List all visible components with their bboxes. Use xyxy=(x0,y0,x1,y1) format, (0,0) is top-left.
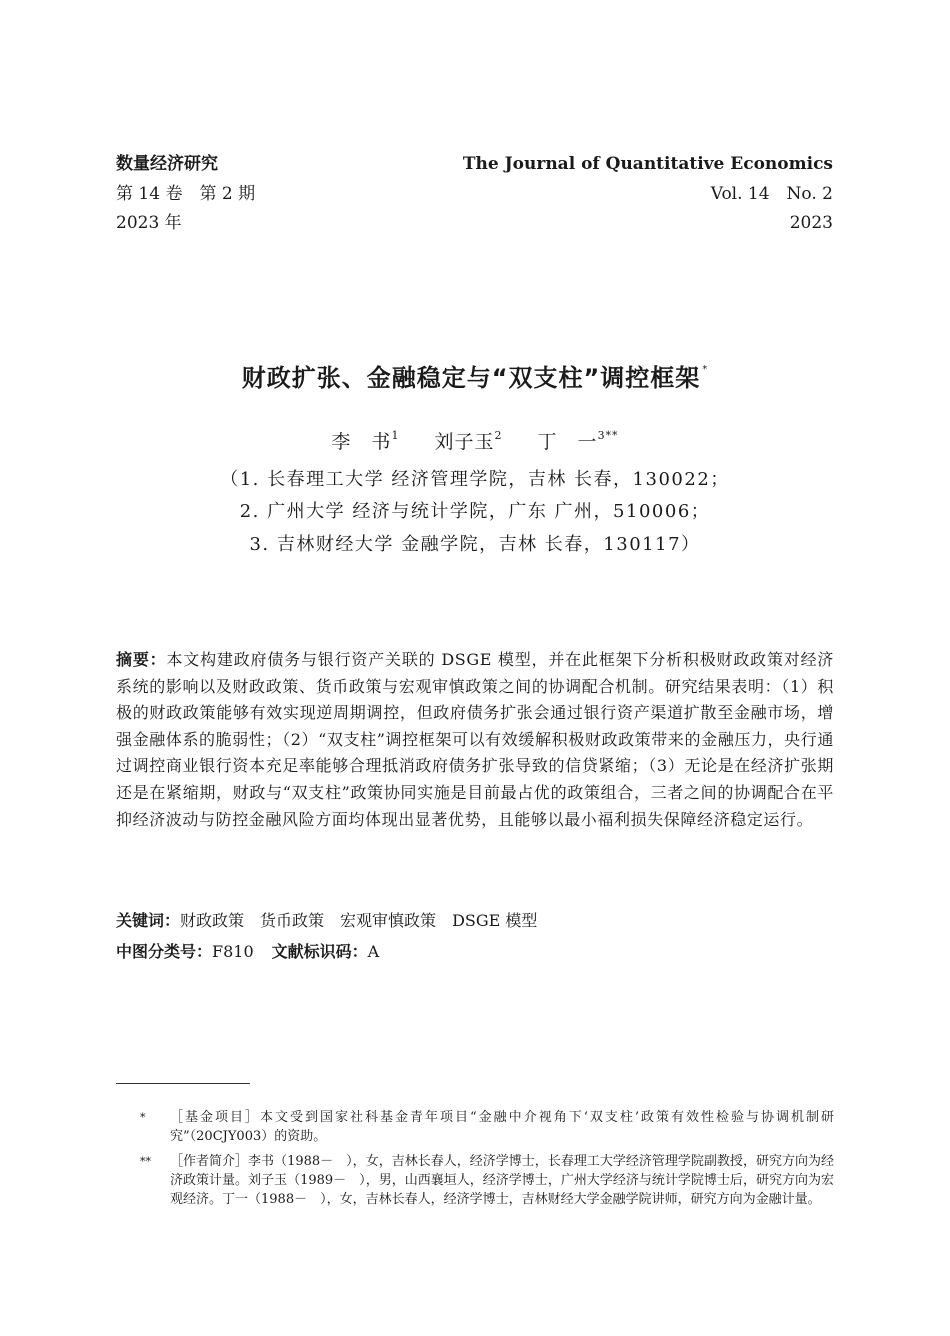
journal-name-en: The Journal of Quantitative Economics xyxy=(462,154,833,174)
year-en: 2023 xyxy=(789,213,833,233)
author-list xyxy=(0,423,950,455)
author-affiliation-mark: 2 xyxy=(494,429,503,442)
author-name: 刘子玉 xyxy=(434,431,495,453)
footnote-divider xyxy=(116,1083,250,1084)
title-footnote-mark: * xyxy=(702,364,709,375)
affiliation-line: （1. 长春理工大学 经济管理学院，吉林 长春，130022； xyxy=(220,469,730,490)
author-name: 丁 一 xyxy=(537,431,598,453)
year-cn: 2023 年 xyxy=(116,213,182,233)
abstract-label: 摘要： xyxy=(116,650,167,669)
issue-en: Vol. 14 No. 2 xyxy=(710,184,833,204)
author-affiliation-mark: 1 xyxy=(391,429,400,442)
paper-title xyxy=(0,352,950,396)
abstract-text: 本文构建政府债务与银行资产关联的 DSGE 模型，并在此框架下分析积极财政政策对经济系统的影响以及财政政策、货币政策与宏观审慎政策之间的协调配合机制。研究结果表明：（1）积极的财政政策能够有效实现逆周期调控，但政府债务扩张会通过银行资产渠道扩散至金融市场，增强金融体系的脆弱性；（2）“双支柱”调控框架可以有效缓解积极财政政策带来的金融压力，央行通过调控商业银行资本充足率能够合理抵消政府债务扩张导致的信贷紧缩；（3）无论是在经济扩张期还是在紧缩期，财政与“双支柱”政策协同实施是目前最占优的政策组合，三者之间的协调配合在平抑经济波动与防控金融风险方面均体现出显著优势，且能够以最小福利损失保障经济稳定运行。 xyxy=(116,650,834,829)
clc-label: 中图分类号： xyxy=(116,942,213,961)
classification xyxy=(116,939,379,965)
keywords-label: 关键词： xyxy=(116,911,181,930)
issue-cn: 第 14 卷 第 2 期 xyxy=(116,184,256,204)
abstract xyxy=(116,647,834,833)
paper-title-text: 财政扩张、金融稳定与“双支柱”调控框架 xyxy=(241,364,701,392)
author-name: 李 书 xyxy=(331,431,392,453)
footnote-funding xyxy=(140,1108,834,1146)
journal-name-cn: 数量经济研究 xyxy=(116,154,218,174)
footnote-mark: * xyxy=(140,1111,146,1124)
affiliation-line: 3. 吉林财经大学 金融学院，吉林 长春，130117） xyxy=(249,534,701,555)
author-affiliation-mark: 3** xyxy=(597,429,619,442)
doc-code-label: 文献标识码： xyxy=(271,942,368,961)
keyword: 财政政策 xyxy=(180,911,245,930)
author xyxy=(538,431,619,453)
doc-code-value: A xyxy=(367,942,380,961)
affiliation-line: 2. 广州大学 经济与统计学院，广东 广州，510006； xyxy=(239,501,711,522)
footnote-text: ［基金项目］本文受到国家社科基金青年项目“金融中介视角下‘双支柱’政策有效性检验与协调机制研究”（20CJY003）的资助。 xyxy=(170,1110,834,1144)
author xyxy=(331,431,399,453)
keyword: DSGE 模型 xyxy=(452,911,538,930)
keyword: 货币政策 xyxy=(260,911,325,930)
author xyxy=(434,431,502,453)
keywords xyxy=(116,908,553,934)
footnote-mark: ** xyxy=(140,1155,151,1168)
footnote-authors xyxy=(140,1152,834,1209)
clc-value: F810 xyxy=(212,942,254,961)
footnote-text: ［作者简介］李书（1988－ ），女，吉林长春人，经济学博士，长春理工大学经济管理学院副教授，研究方向为经济政策计量。刘子玉（1989－ ），男，山西襄垣人，经济学博士，广州大学经济与统计学院博士后，研究方向为宏观经济。丁一（1988－ ），女，吉林长春人，经济学博士，吉林财经大学金融学院讲师，研究方向为金融计量。 xyxy=(170,1154,834,1207)
keyword: 宏观审慎政策 xyxy=(340,911,437,930)
